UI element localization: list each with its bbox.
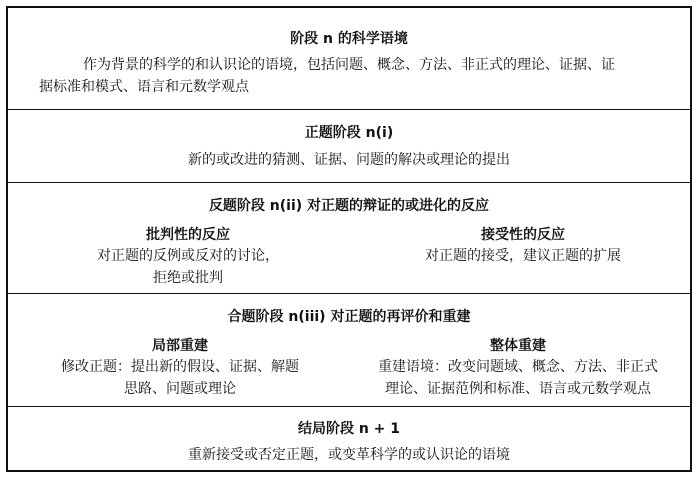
stage-context-title: 阶段 n 的科学语境 [290, 31, 408, 47]
stage-context [8, 8, 690, 108]
antithesis-receptive-column [383, 225, 663, 267]
stage-outcome-line-1: 重新接受或否定正题，或变革科学的或认识论的语境 [188, 447, 510, 463]
stage-thesis-line-1: 新的或改进的猜测、证据、问题的解决或理论的提出 [188, 152, 510, 168]
global-reconstruction-heading: 整体重建 [490, 338, 546, 354]
stage-antithesis [8, 183, 690, 293]
local-reconstruction-line-1: 修改正题：提出新的假设、证据、解题 [61, 359, 299, 375]
stage-context-line-1: 作为背景的科学的和认识论的语境，包括问题、概念、方法、非正式的理论、证据、证 [83, 57, 615, 73]
stage-outcome-title: 结局阶段 n + 1 [297, 421, 401, 437]
critical-response-line-1: 对正题的反例或反对的讨论， [97, 248, 279, 264]
stage-thesis [8, 110, 690, 182]
global-reconstruction-line-2: 理论、证据范例和标准、语言或元数学观点 [385, 381, 651, 397]
stage-synthesis [8, 294, 690, 406]
local-reconstruction-heading: 局部重建 [152, 338, 208, 354]
stage-outcome [8, 407, 690, 472]
global-reconstruction-line-1: 重建语境：改变问题域、概念、方法、非正式 [378, 359, 658, 375]
receptive-response-heading: 接受性的反应 [481, 227, 565, 243]
local-reconstruction-line-2: 思路、问题或理论 [124, 381, 236, 397]
synthesis-global-column [353, 336, 683, 400]
critical-response-heading: 批判性的反应 [146, 227, 230, 243]
critical-response-line-2: 拒绝或批判 [153, 270, 223, 286]
stage-antithesis-title: 反题阶段 n(ii) 对正题的辩证的或进化的反应 [208, 198, 490, 214]
dialectic-stages-diagram [6, 6, 692, 472]
stage-thesis-title: 正题阶段 n(i) [304, 125, 394, 141]
receptive-response-line-1: 对正题的接受，建议正题的扩展 [425, 248, 621, 264]
stage-context-line-2: 据标准和模式、语言和元数学观点 [39, 79, 249, 95]
synthesis-local-column [30, 336, 330, 400]
stage-synthesis-title: 合题阶段 n(iii) 对正题的再评价和重建 [227, 309, 471, 325]
antithesis-critical-column [48, 225, 328, 289]
